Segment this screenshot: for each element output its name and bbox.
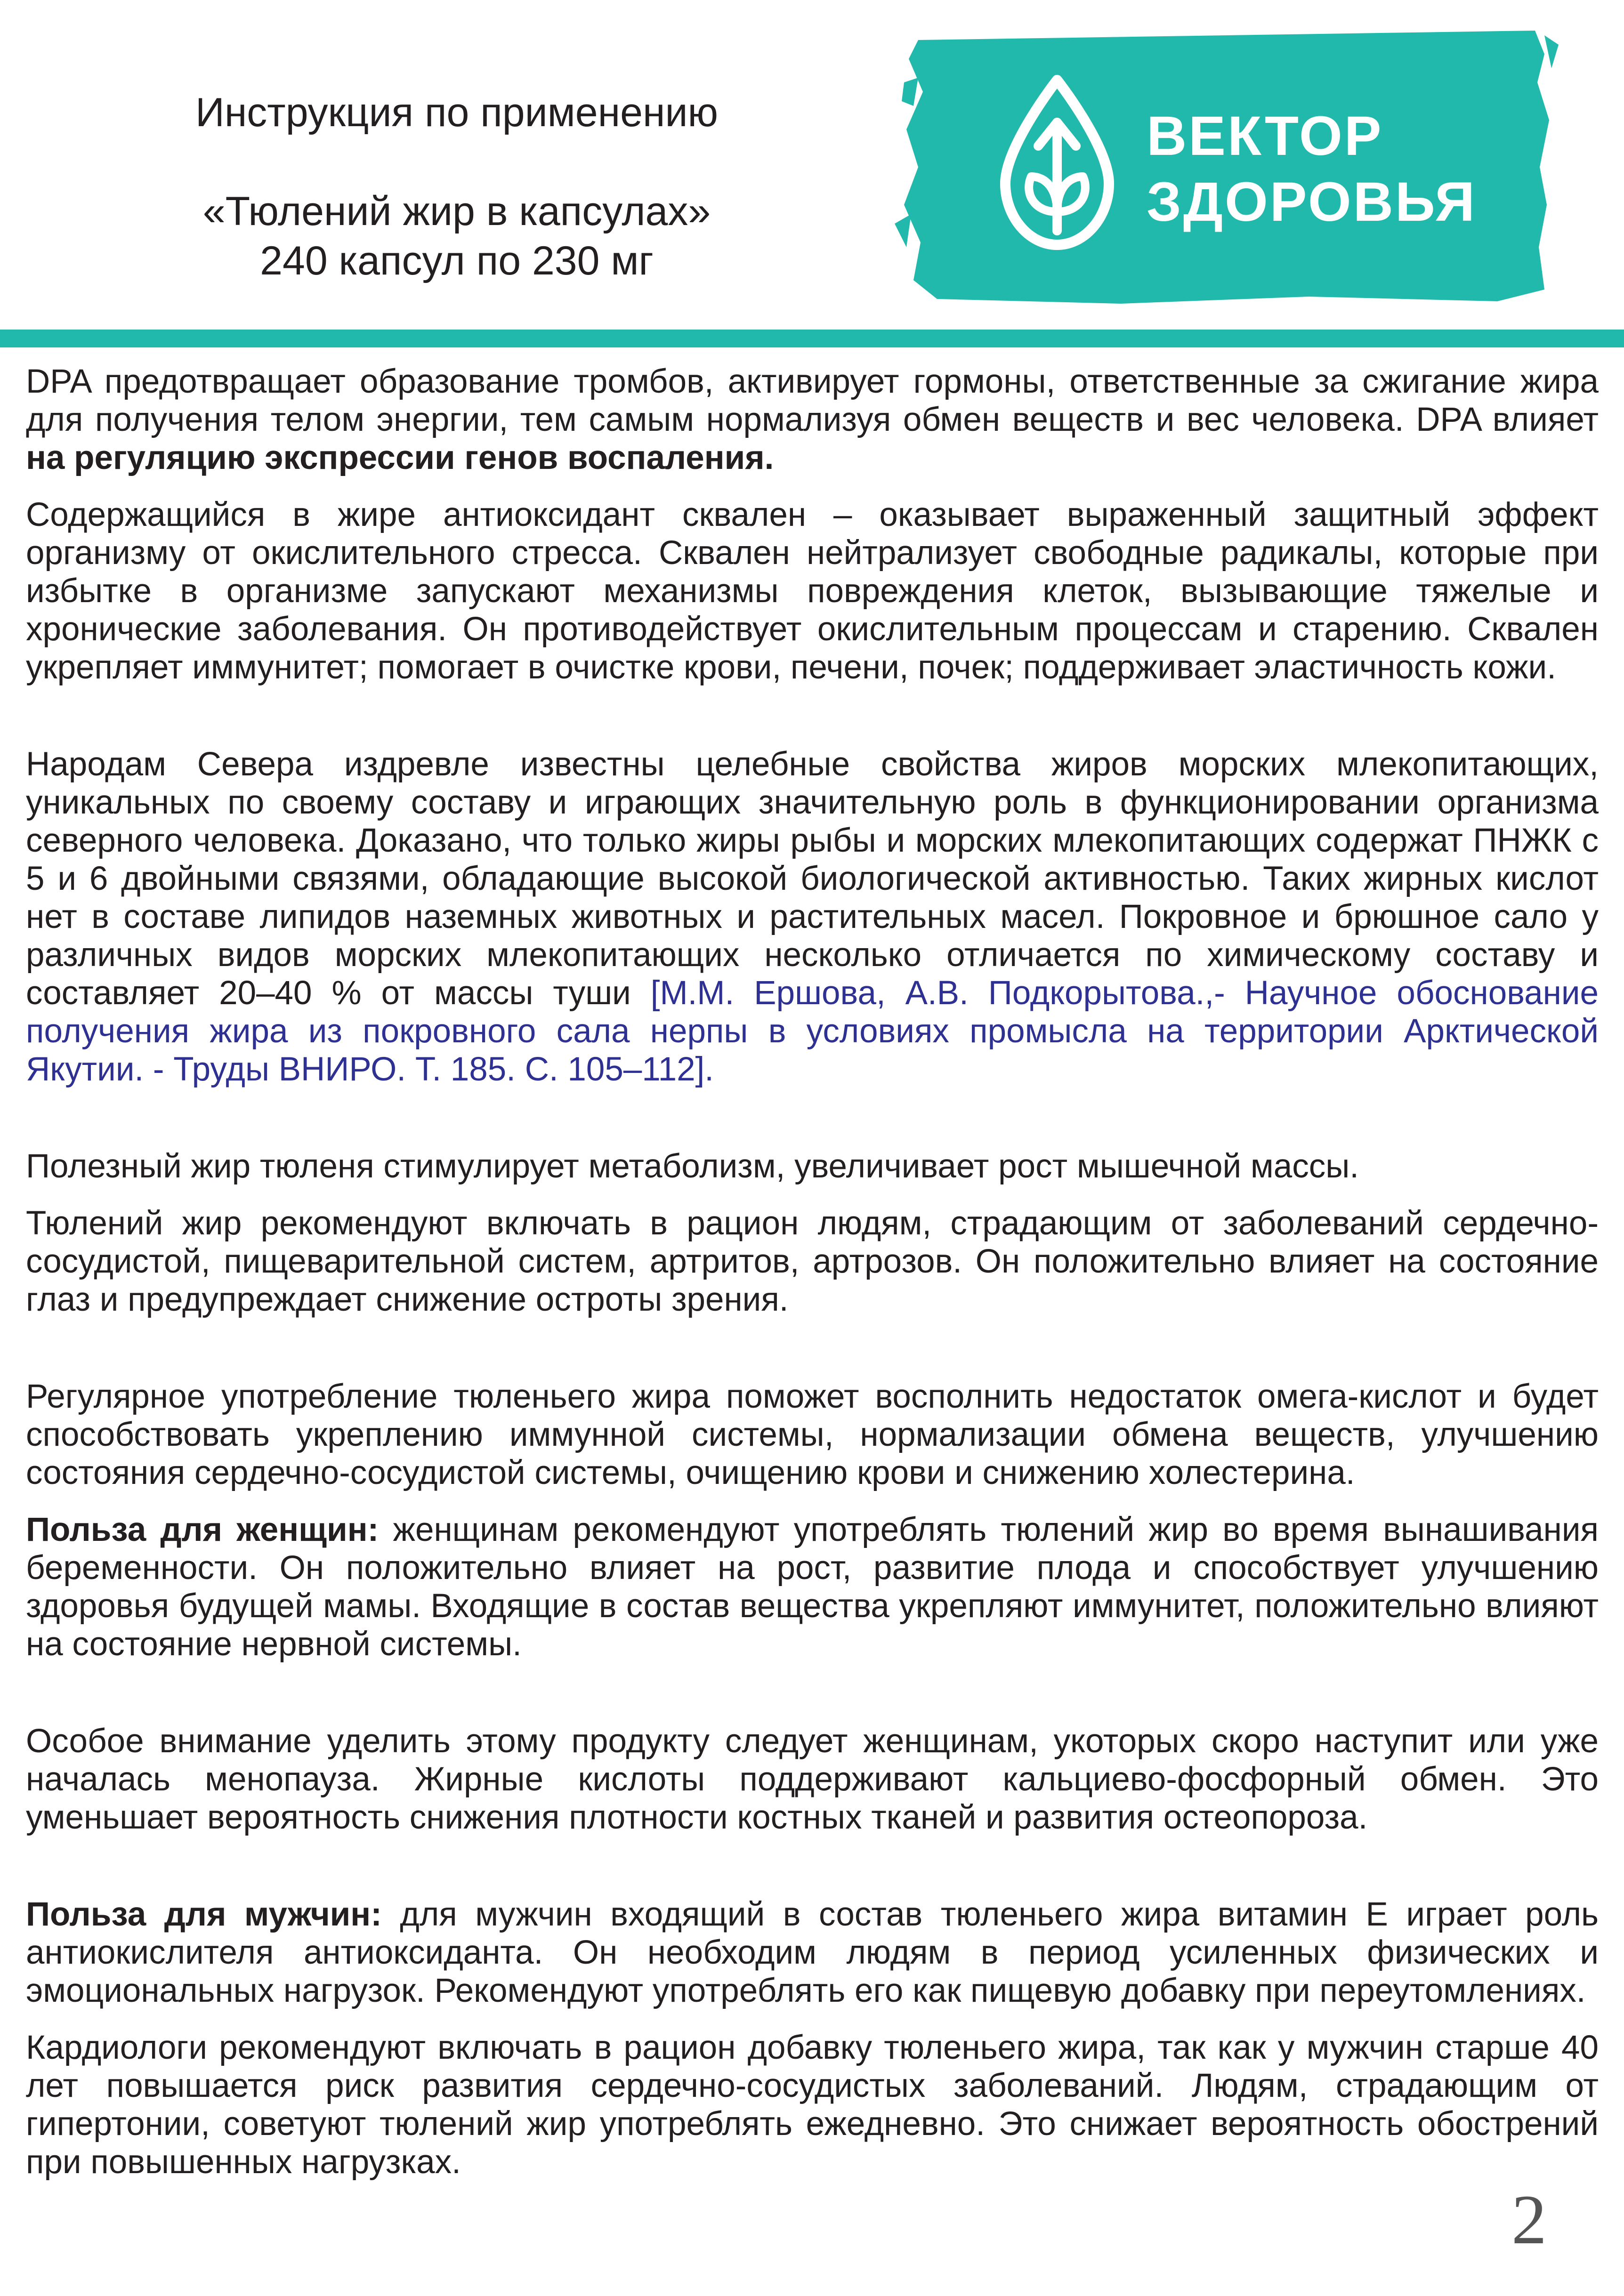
paragraph-women-benefit xyxy=(26,1511,1599,1663)
paragraph-menopause: Особое внимание уделить этому продукту следует женщинам, укоторых скоро наступит или уже началась менопауза. Жирные кислоты поддерживают кальциево-фосфорный обмен. Это уменьшает вероятность снижения плотности костных тканей и развития остеопороза. xyxy=(26,1723,1599,1836)
instruction-body xyxy=(26,363,1599,2200)
paragraph-text: женщинам рекомендуют употреблять тюлений жир во время вынашивания беременности. Он положительно влияет на рост, развитие плода и способствует улучшению здоровья будущей мамы. Входящие в состав вещества укрепляют иммунитет, положительно влияют на состояние нервной системы. xyxy=(26,1511,1599,1663)
paragraph-dpa xyxy=(26,363,1599,477)
paragraph-text: Народам Севера издревле известны целебные свойства жиров морских млекопитающих, уникальных по своему составу и играющих значительную роль в функционировании организма северного человека. Доказано, что только жиры рыбы и морских млекопитающих содержат ПНЖК с 5 и 6 двойными связями, обладающие высокой биологической активностью. Таких жирных кислот нет в составе липидов наземных животных и растительных масел. Покровное и брюшное сало у различных видов морских млекопитающих несколько отличается по химическому составу и составляет 20–40 % от массы туши xyxy=(26,746,1599,1012)
paragraph-squalene: Содержащийся в жире антиоксидант сквален – оказывает выраженный защитный эффект организму от окислительного стресса. Сквален нейтрализует свободные радикалы, которые при избытке в организме запускают механизмы повреждения клеток, вызывающие тяжелые и хронические заболевания. Он противодействует окислительным процессам и старению. Сквален укрепляет иммунитет; помогает в очистке крови, печени, почек; поддерживает эластичность кожи. xyxy=(26,496,1599,686)
brand-name-line1: ВЕКТОР xyxy=(1147,105,1383,167)
paragraph-men-benefit xyxy=(26,1895,1599,2010)
paragraph-text: для мужчин входящий в состав тюленьего жира витамин Е играет роль антиокислителя антиоксиданта. Он необходим людям в период усиленных физических и эмоциональных нагрузок. Рекомендуют употреблять его как пищевую добавку при переутомлениях. xyxy=(26,1896,1599,2009)
header-divider xyxy=(0,330,1624,347)
paragraph-regular-use: Регулярное употребление тюленьего жира поможет восполнить недостаток омега-кислот и будет способствовать укреплению иммунной системы, нормализации обмена веществ, улучшению состояния сердечно-сосудистой системы, очищению крови и снижению холестерина. xyxy=(26,1378,1599,1491)
brand-logo xyxy=(885,26,1563,308)
paragraph-north-peoples xyxy=(26,745,1599,1088)
page-number: 2 xyxy=(1511,2181,1547,2259)
brand-name-line2: ЗДОРОВЬЯ xyxy=(1147,171,1477,233)
paragraph-text: DPA предотвращает образование тромбов, активирует гормоны, ответственные за сжигание жира для получения телом энергии, тем самым нормализуя обмен веществ и вес человека. DPA влияет xyxy=(26,363,1599,438)
document-title: Инструкция по применению xyxy=(195,90,718,135)
paragraph-cardio-digestive: Тюлений жир рекомендуют включать в рацион людям, страдающим от заболеваний сердечно-сосудистой, пищеварительной систем, артритов, артрозов. Он положительно влияет на состояние глаз и предупреждает снижение остроты зрения. xyxy=(26,1205,1599,1318)
paragraph-emphasis: на регуляцию экспрессии генов воспаления. xyxy=(26,439,774,476)
product-dose: 240 капсул по 230 мг xyxy=(260,238,654,283)
product-name: «Тюлений жир в капсулах» xyxy=(202,189,711,234)
section-label-men: Польза для мужчин: xyxy=(26,1896,382,1933)
paragraph-metabolism: Полезный жир тюленя стимулирует метаболизм, увеличивает рост мышечной массы. xyxy=(26,1148,1359,1185)
citation-reference: [М.М. Ершова, А.В. Подкорытова.,- Научное обоснование получения жира из покровного сала нерпы в условиях промысла на территории Арктической Якутии. - Труды ВНИРО. Т. 185. С. 105–112]. xyxy=(26,975,1599,1088)
drop-sprout-icon xyxy=(986,71,1128,259)
paragraph-cardiologists: Кардиологи рекомендуют включать в рацион добавку тюленьего жира, так как у мужчин старше 40 лет повышается риск развития сердечно-сосудистых заболеваний. Людям, страдающим от гипертонии, советуют тюлений жир употреблять ежедневно. Это снижает вероятность обострений при повышенных нагрузках. xyxy=(26,2029,1599,2181)
section-label-women: Польза для женщин: xyxy=(26,1511,379,1548)
